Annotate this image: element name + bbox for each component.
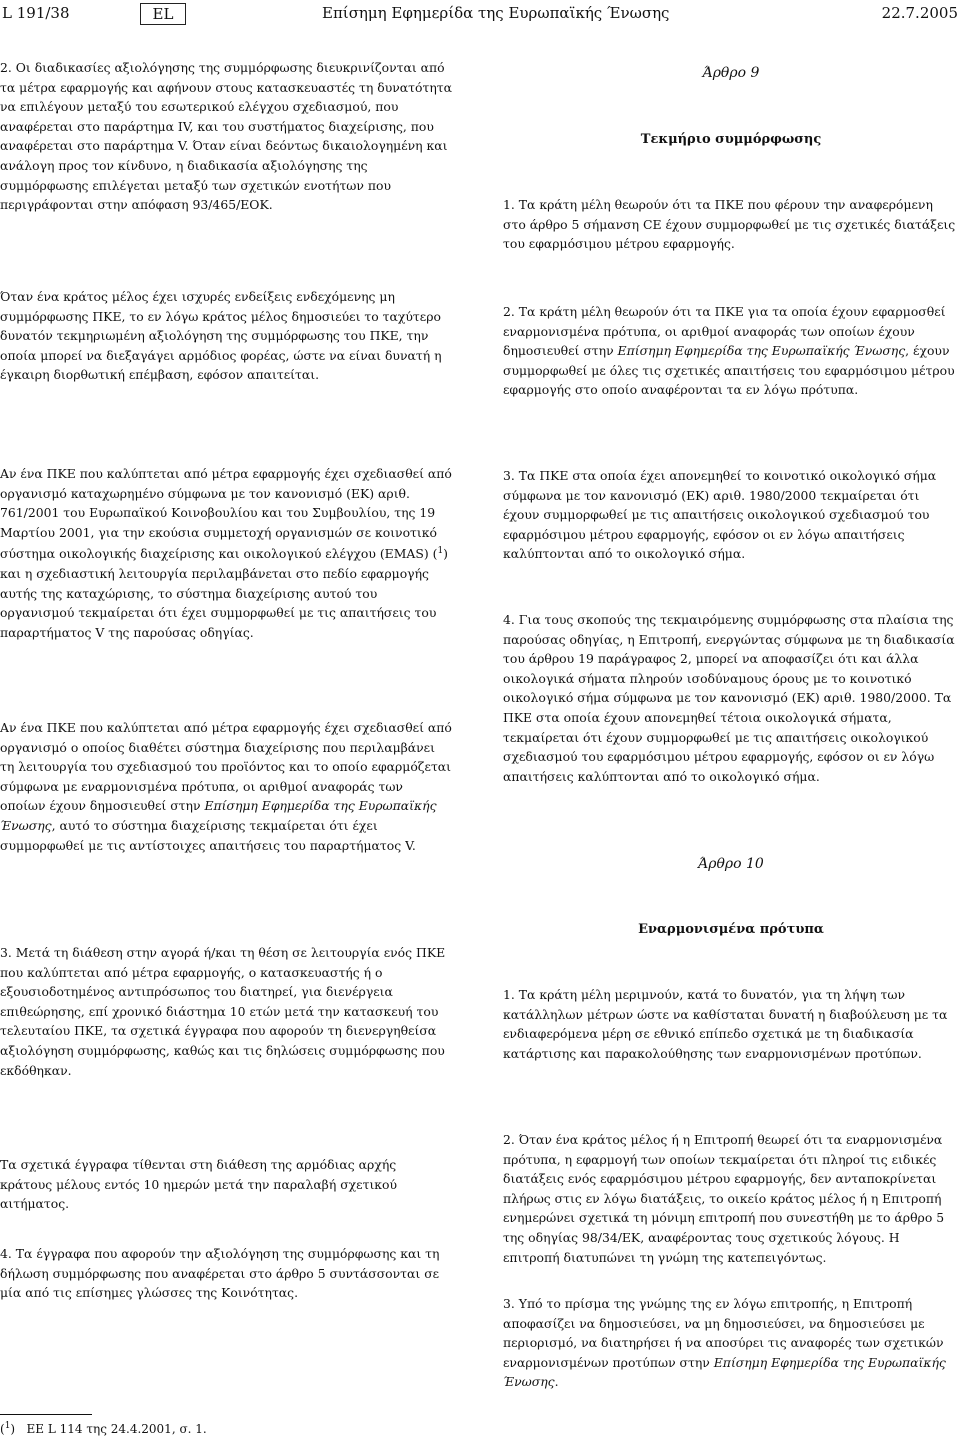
article-10-paragraph-1: 1. Τα κράτη μέλη μεριμνούν, κατά το δυνατόν, για τη λήψη των κατάλληλων μέτρων ώστε να καθίσταται δυνατή η διαβούλευση με τα ενδιαφερόμενα μέρη σε εθνικό επίπεδο σχετικά με τη διαδικασία κατάρτισης και παρακολούθησης των εναρμονισμένων προτύπων. <box>503 987 948 1061</box>
language-code-box: EL <box>140 3 186 25</box>
footnote: ($^1$) ΕΕ L 114 της 24.4.2001, σ. 1. <box>0 1421 207 1436</box>
page-number: L 191/38 <box>2 4 70 22</box>
article-9-paragraph-2: 2. Τα κράτη μέλη θεωρούν ότι τα ΠΚΕ για τα οποία έχουν εφαρμοσθεί εναρμονισμένα πρότυπα, οι αριθμοί αναφοράς των οποίων έχουν δημοσιευθεί στην Επίσημη Εφημερίδα της Ευρωπαϊκής Ένωσης, έχουν συμμορφωθεί με όλες τις σχετικές απαιτήσεις του εφαρμόσιμου μέτρου εφαρμογής στο οποίο αναφέρονται τα εν λόγω πρότυπα. <box>503 304 955 398</box>
article-9-paragraph-4: 4. Για τους σκοπούς της τεκμαιρόμενης συμμόρφωσης στα πλαίσια της παρούσας οδηγίας, η Επιτροπή, ενεργώντας σύμφωνα με τη διαδικασία του άρθρου 19 παράγραφος 2, μπορεί να αποφασίζει ότι και άλλα οικολογικά σήματα πληρούν ισοδύναμους όρους με το κοινοτικό οικολογικό σήμα σύμφωνα με τον κανονισμό (ΕΚ) αριθ. 1980/2000. Τα ΠΚΕ στα οποία έχουν απονεμηθεί τέτοια οικολογικά σήματα, τεκμαίρεται ότι έχουν συμμορφωθεί με τις απαιτήσεις οικολογικού σχεδιασμού του εφαρμόσιμου μέτρου εφαρμογής, εφόσον οι εν λόγω απαιτήσεις καλύπτονται από το οικολογικό σήμα. <box>503 612 955 784</box>
footnote-divider <box>0 1414 92 1415</box>
article-9-paragraph-3: 3. Τα ΠΚΕ στα οποία έχει απονεμηθεί το κοινοτικό οικολογικό σήμα σύμφωνα με τον κανονισμό (ΕΚ) αριθ. 1980/2000 τεκμαίρεται ότι έχουν συμμορφωθεί με τις απαιτήσεις οικολογικού σχεδιασμού του εφαρμόσιμου μέτρου εφαρμογής, εφόσον οι εν λόγω απαιτήσεις καλύπτονται από το οικολογικό σήμα. <box>503 468 937 562</box>
paragraph-documents: Τα σχετικά έγγραφα τίθενται στη διάθεση της αρμόδιας αρχής κράτους μέλους εντός 10 ημερών μετά την παραλαβή σχετικού αιτήματος. <box>0 1157 398 1212</box>
article-10-label: Άρθρο 10 <box>698 856 764 872</box>
article-9-title: Τεκμήριο συμμόρφωσης <box>640 132 822 147</box>
footnote-ref[interactable]: 1 <box>437 546 444 557</box>
article-10-title: Εναρμονισμένα πρότυπα <box>638 922 824 937</box>
paragraph-3: 3. Μετά τη διάθεση στην αγορά ή/και τη θέση σε λειτουργία ενός ΠΚΕ που καλύπτεται από μέτρα εφαρμογής, ο κατασκευαστής ή ο εξουσιοδοτημένος αντιπρόσωπος του διατηρεί, για διενέργεια επιθεώρησης, επί χρονικό διάστημα 10 ετών μετά την κατασκευή του τελευταίου ΠΚΕ, τα σχετικά έγγραφα που αφορούν τη διενεργηθείσα αξιολόγηση συμμόρφωσης, καθώς και τις δηλώσεις συμμόρφωσης που εκδόθηκαν. <box>0 945 446 1078</box>
journal-title: Επίσημη Εφημερίδα της Ευρωπαϊκής Ένωσης <box>322 4 670 22</box>
article-9-label: Άρθρο 9 <box>702 65 760 81</box>
paragraph-2: 2. Οι διαδικασίες αξιολόγησης της συμμόρφωσης διευκρινίζονται από τα μέτρα εφαρμογής και αφήνουν στους κατασκευαστές τη δυνατότητα να επιλέγουν μεταξύ του εσωτερικού ελέγχου σχεδιασμού, που αναφέρεται στο παράρτημα IV, και του συστήματος διαχείρισης, που αναφέρεται στο παράρτημα V. Όταν είναι δεόντως δικαιολογημένη και ανάλογη προς τον κίνδυνο, η διαδικασία αξιολόγησης της συμμόρφωσης επιλέγεται μεταξύ των σχετικών ενοτήτων που περιγράφονται στην απόφαση 93/465/ΕΟΚ. <box>0 60 452 213</box>
paragraph-management-system: Αν ένα ΠΚΕ που καλύπτεται από μέτρα εφαρμογής έχει σχεδιασθεί από οργανισμό ο οποίος διαθέτει σύστημα διαχείρισης που περιλαμβάνει τη λειτουργία του σχεδιασμού του προϊόντος και το οποίο εφαρμόζεται σύμφωνα με εναρμονισμένα πρότυπα, οι αριθμοί αναφοράς των οποίων έχουν δημοσιευθεί στην Επίσημη Εφημερίδα της Ευρωπαϊκής Ένωσης, αυτό το σύστημα διαχείρισης τεκμαίρεται ότι έχει συμμορφωθεί με τις αντίστοιχες απαιτήσεις του παραρτήματος V. <box>0 720 452 853</box>
article-10-paragraph-3: 3. Υπό το πρίσμα της γνώμης της εν λόγω επιτροπής, η Επιτροπή αποφασίζει να δημοσιεύσει, να μη δημοσιεύσει, να δημοσιεύσει με περιορισμό, να διατηρήσει ή να αποσύρει τις αναφορές των σχετικών εναρμονισμένων προτύπων στην Επίσημη Εφημερίδα της Ευρωπαϊκής Ένωσης. <box>503 1296 946 1390</box>
paragraph-noncompliance: Όταν ένα κράτος μέλος έχει ισχυρές ενδείξεις ενδεχόμενης μη συμμόρφωσης ΠΚΕ, το εν λόγω κράτος μέλος δημοσιεύει το ταχύτερο δυνατόν τεκμηριωμένη αξιολόγηση της συμμόρφωσης του ΠΚΕ, την οποία μπορεί να διεξαγάγει αρμόδιος φορέας, ώστε να είναι δυνατή η έγκαιρη διορθωτική επέμβαση, εφόσον απαιτείται. <box>0 289 442 383</box>
article-10-paragraph-2: 2. Όταν ένα κράτος μέλος ή η Επιτροπή θεωρεί ότι τα εναρμονισμένα πρότυπα, η εφαρμογή των οποίων τεκμαίρεται ότι πληροί τις ειδικές διατάξεις ενός εφαρμόσιμου μέτρου εφαρμογής, δεν ανταποκρίνεται πλήρως στις εν λόγω διατάξεις, το οικείο κράτος μέλος ή η Επιτροπή ενημερώνει σχετικά τη μόνιμη επιτροπή που συνεστήθη με το άρθρο 5 της οδηγίας 98/34/ΕΚ, αναφέροντας τους σχετικούς λόγους. Η επιτροπή διατυπώνει τη γνώμη της κατεπειγόντως. <box>503 1132 945 1265</box>
page-header <box>0 0 960 30</box>
article-9-paragraph-1: 1. Τα κράτη μέλη θεωρούν ότι τα ΠΚΕ που φέρουν την αναφερόμενη στο άρθρο 5 σήμανση CE έχουν συμμορφωθεί με τις σχετικές διατάξεις του εφαρμόσιμου μέτρου εφαρμογής. <box>503 197 956 252</box>
paragraph-4: 4. Τα έγγραφα που αφορούν την αξιολόγηση της συμμόρφωσης και τη δήλωση συμμόρφωσης που αναφέρεται στο άρθρο 5 συντάσσονται σε μία από τις επίσημες γλώσσες της Κοινότητας. <box>0 1246 440 1301</box>
paragraph-emas: Αν ένα ΠΚΕ που καλύπτεται από μέτρα εφαρμογής έχει σχεδιασθεί από οργανισμό καταχωρημένο σύμφωνα με τον κανονισμό (ΕΚ) αριθ. 761/2001 του Ευρωπαϊκού Κοινοβουλίου και του Συμβουλίου, της 19 Μαρτίου 2001, για την εκούσια συμμετοχή οργανισμών σε κοινοτικό σύστημα οικολογικής διαχείρισης και οικολογικού ελέγχου (EMAS) ($^1$) και η σχεδιαστική λειτουργία περιλαμβάνεται στο πεδίο εφαρμογής αυτής της καταχώρισης, το σύστημα διαχείρισης αυτού του οργανισμού τεκμαίρεται ότι έχει συμμορφωθεί με τις απαιτήσεις του παραρτήματος V της παρούσας οδηγίας. <box>0 466 452 640</box>
publication-date: 22.7.2005 <box>881 4 958 22</box>
